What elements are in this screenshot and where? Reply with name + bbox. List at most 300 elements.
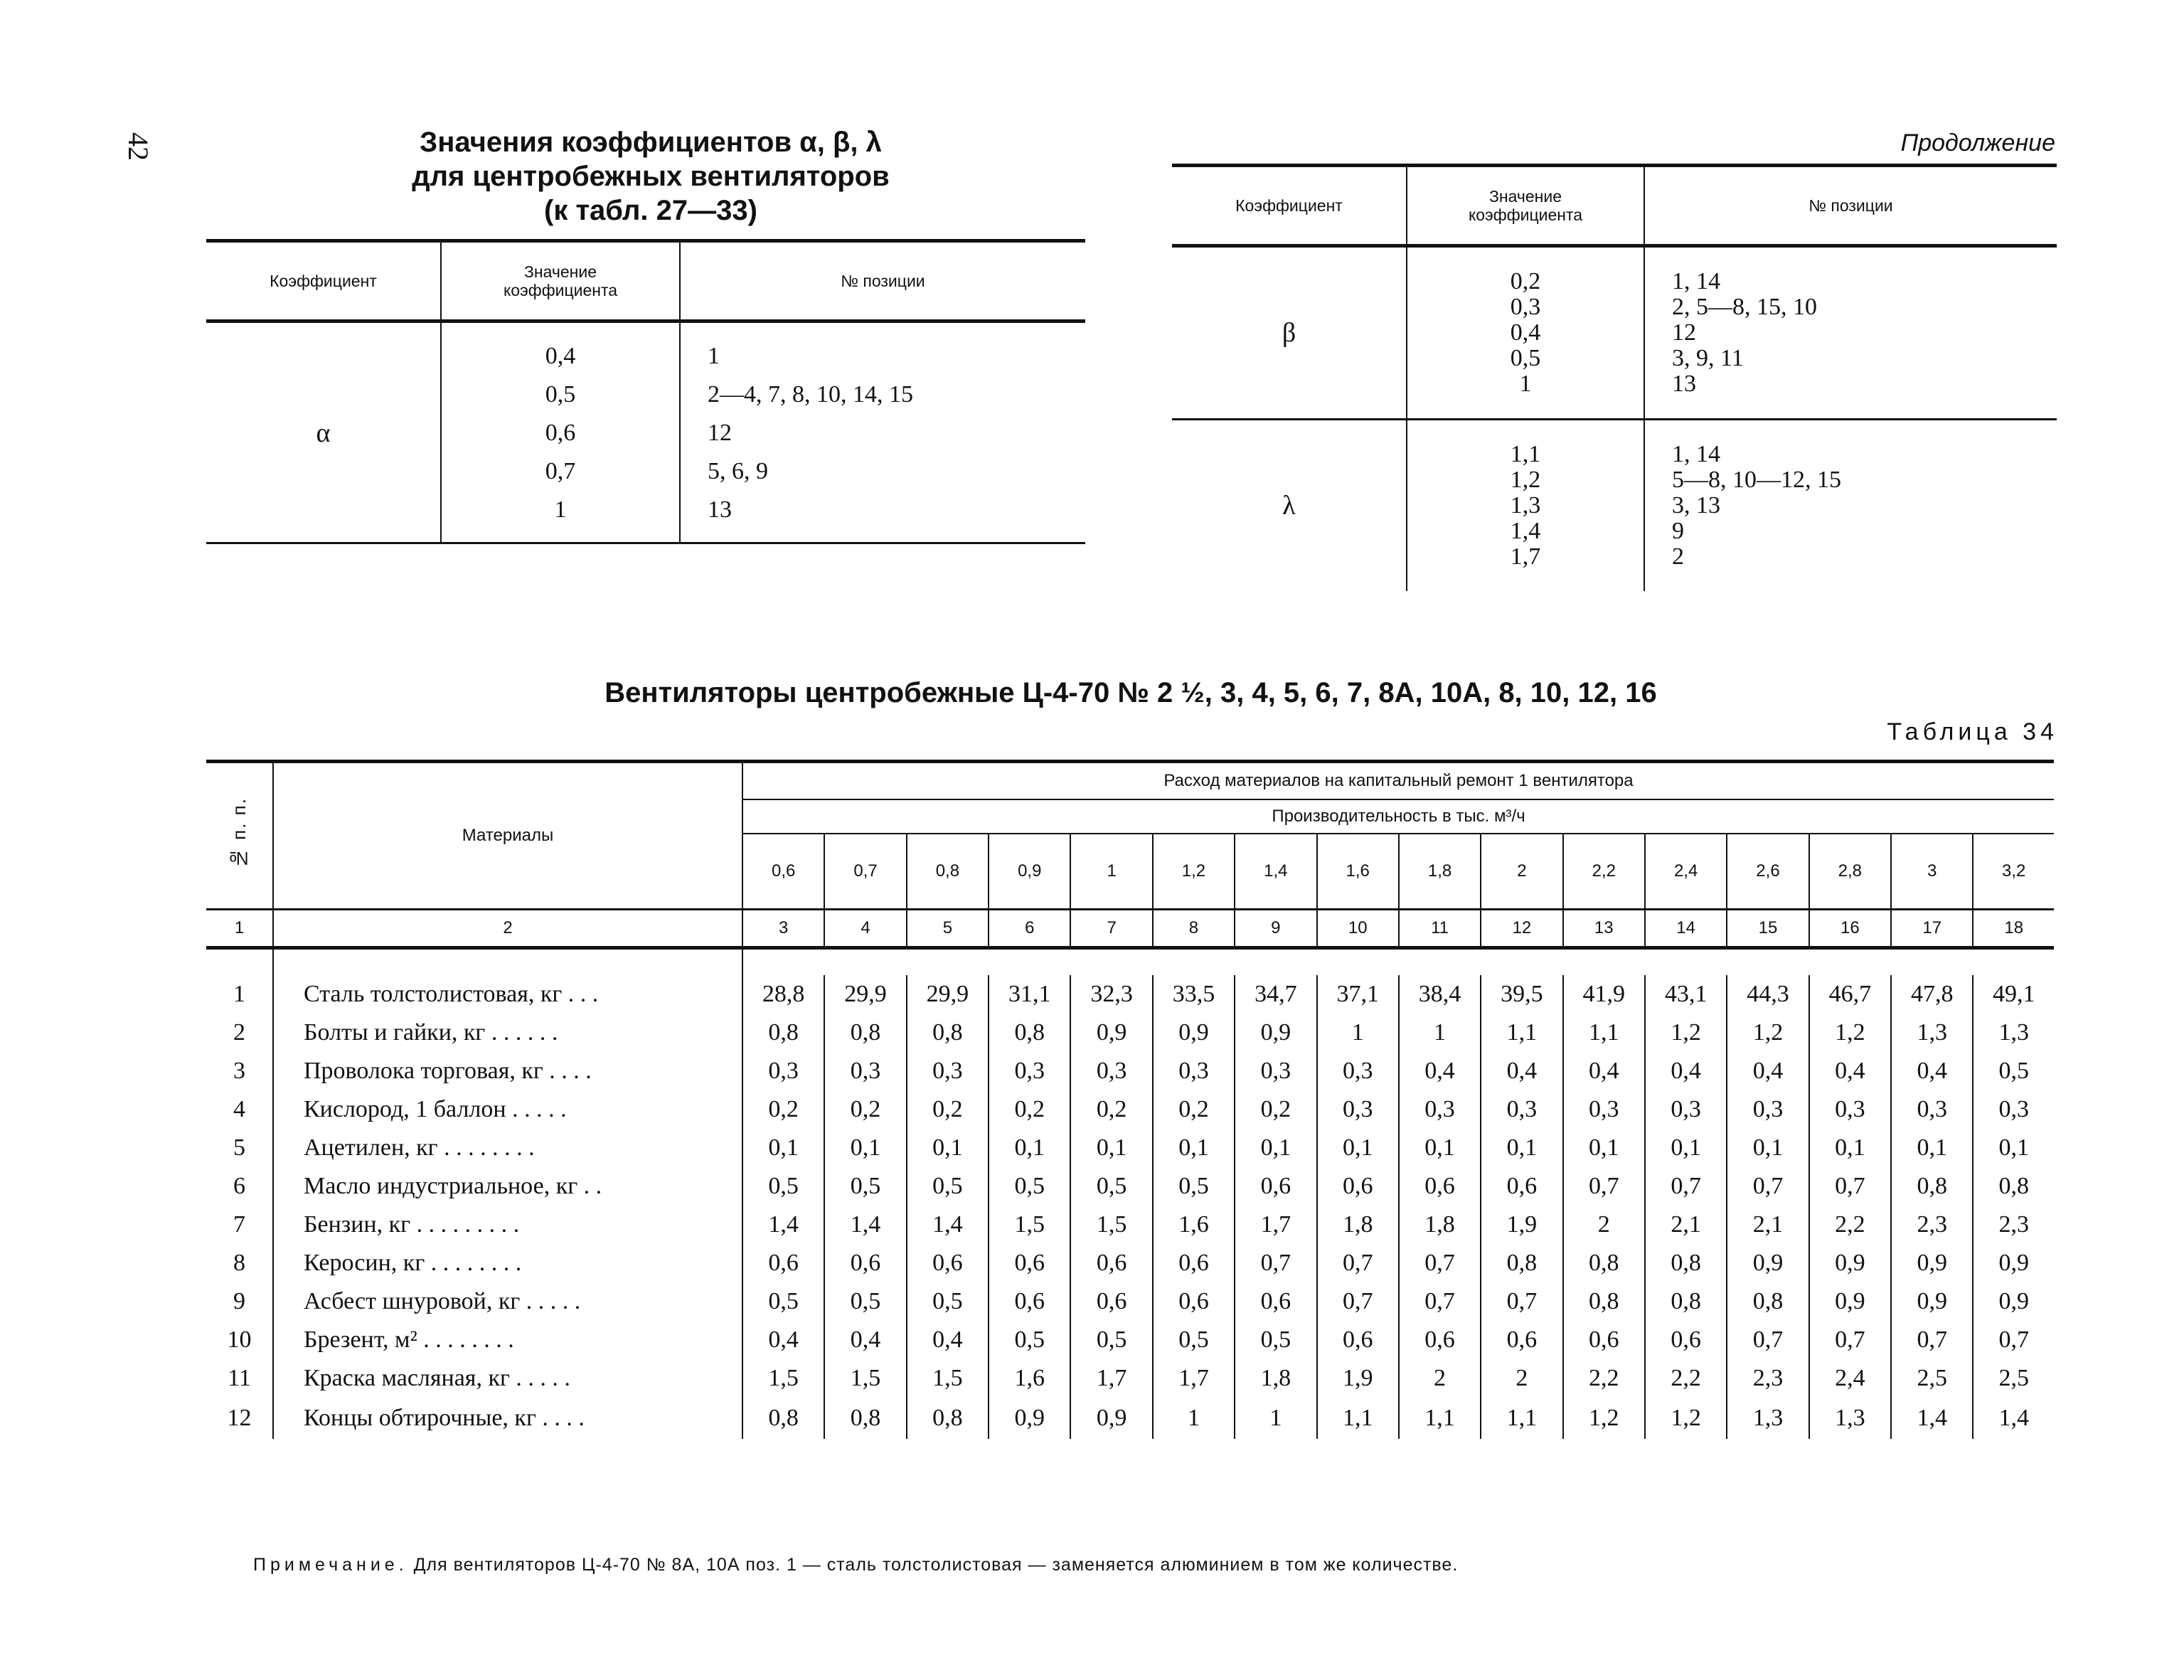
table-row	[206, 1359, 2054, 1398]
consumption-value: 1,5	[1070, 1206, 1152, 1244]
consumption-value: 0,9	[1973, 1282, 2054, 1321]
header-row-number	[206, 762, 273, 910]
header-consumption-group: Расход материалов на капитальный ремонт 1 вентилятора	[742, 762, 2054, 800]
consumption-value: 0,8	[1891, 1167, 1973, 1206]
consumption-value: 0,9	[1809, 1244, 1891, 1282]
consumption-value: 0,1	[1727, 1129, 1809, 1167]
header-capacity-cell: 2,2	[1563, 834, 1645, 910]
consumption-value: 0,6	[824, 1244, 906, 1282]
consumption-value: 0,6	[1399, 1321, 1481, 1359]
consumption-value: 28,8	[742, 975, 824, 1014]
header-capacity-cell: 1	[1070, 834, 1152, 910]
consumption-value: 0,8	[824, 1014, 906, 1052]
page-number: 42	[122, 132, 154, 161]
consumption-value: 0,6	[1070, 1244, 1152, 1282]
consumption-value: 0,5	[742, 1282, 824, 1321]
consumption-value: 49,1	[1973, 975, 2054, 1014]
consumption-value: 0,8	[824, 1398, 906, 1439]
consumption-value: 0,8	[1563, 1282, 1645, 1321]
consumption-value: 0,6	[1645, 1321, 1727, 1359]
consumption-value: 0,6	[1481, 1321, 1562, 1359]
consumption-value: 0,4	[907, 1321, 989, 1359]
coef-symbol: α	[316, 418, 331, 448]
coef-position: 3, 13	[1672, 492, 1720, 519]
column-number-cell: 8	[1153, 910, 1235, 948]
consumption-value: 0,2	[907, 1090, 989, 1129]
header-value	[1407, 166, 1644, 246]
coef-value: 1,4	[1510, 518, 1541, 544]
consumption-value: 0,3	[1317, 1052, 1399, 1090]
consumption-value: 0,4	[1563, 1052, 1645, 1090]
consumption-value: 0,4	[742, 1321, 824, 1359]
coef-position: 13	[1672, 371, 1696, 397]
consumption-value: 0,9	[989, 1398, 1070, 1439]
consumption-value: 1,3	[1727, 1398, 1809, 1439]
consumption-value: 1,9	[1317, 1359, 1399, 1398]
coef-position: 1, 14	[1672, 268, 1720, 294]
consumption-value: 0,2	[1153, 1090, 1235, 1129]
consumption-value: 1,4	[824, 1206, 906, 1244]
coef-value: 1,3	[1510, 492, 1541, 519]
consumption-value: 0,8	[907, 1014, 989, 1052]
consumption-value: 41,9	[1563, 975, 1645, 1014]
coef-table-alpha	[206, 239, 1085, 544]
consumption-value: 1	[1153, 1398, 1235, 1439]
consumption-value: 0,9	[1153, 1014, 1235, 1052]
header-capacity-cell: 2,6	[1727, 834, 1809, 910]
consumption-value: 0,7	[1727, 1167, 1809, 1206]
consumption-value: 1	[1399, 1014, 1481, 1052]
consumption-value: 0,6	[1153, 1282, 1235, 1321]
consumption-value: 31,1	[989, 975, 1070, 1014]
column-number-cell: 10	[1317, 910, 1399, 948]
header-capacity-cell: 0,8	[907, 834, 989, 910]
consumption-value: 1,7	[1070, 1359, 1152, 1398]
consumption-value: 0,1	[1153, 1129, 1235, 1167]
consumption-value: 1,1	[1317, 1398, 1399, 1439]
consumption-value: 1,5	[989, 1206, 1070, 1244]
consumption-value: 0,4	[1809, 1052, 1891, 1090]
row-number: 7	[233, 1211, 245, 1238]
consumption-value: 1,3	[1973, 1014, 2054, 1052]
consumption-value: 0,8	[1481, 1244, 1562, 1282]
consumption-value: 0,2	[742, 1090, 824, 1129]
coef-group-row	[1172, 246, 2057, 420]
row-number: 4	[233, 1096, 245, 1122]
gap-cell	[742, 948, 2054, 976]
consumption-value: 0,6	[989, 1244, 1070, 1282]
consumption-value: 0,5	[1153, 1321, 1235, 1359]
consumption-value: 0,7	[1645, 1167, 1727, 1206]
row-number: 1	[233, 981, 245, 1007]
consumption-value: 2,3	[1891, 1206, 1973, 1244]
coef-title-line3: (к табл. 27—33)	[544, 195, 757, 226]
consumption-value: 2,2	[1645, 1359, 1727, 1398]
consumption-value: 1,4	[1973, 1398, 2054, 1439]
coef-position: 2, 5—8, 15, 10	[1672, 294, 1817, 320]
consumption-value: 2,4	[1809, 1359, 1891, 1398]
coef-value: 0,4	[1510, 319, 1541, 346]
header-position: № позиции	[1644, 166, 2057, 246]
header-position: № позиции	[680, 241, 1085, 321]
consumption-value: 1,7	[1235, 1206, 1316, 1244]
row-number: 3	[233, 1058, 245, 1084]
consumption-value: 0,1	[1891, 1129, 1973, 1167]
consumption-value: 1,3	[1809, 1398, 1891, 1439]
coef-value: 1	[554, 496, 567, 523]
consumption-value: 2,1	[1645, 1206, 1727, 1244]
consumption-value: 0,6	[1153, 1244, 1235, 1282]
table-row	[206, 1321, 2054, 1359]
row-number: 2	[233, 1019, 245, 1046]
consumption-value: 1,4	[907, 1206, 989, 1244]
header-value	[441, 241, 680, 321]
column-number-cell: 17	[1891, 910, 1973, 948]
coef-header-row	[1172, 166, 2057, 246]
consumption-value: 0,5	[907, 1282, 989, 1321]
header-coefficient: Коэффициент	[1235, 196, 1343, 215]
header-capacity-cell: 0,7	[824, 834, 906, 910]
consumption-value: 2,2	[1563, 1359, 1645, 1398]
consumption-value: 0,2	[1235, 1090, 1316, 1129]
table-row	[206, 1014, 2054, 1052]
header-row-number-text: № п. п.	[228, 797, 250, 870]
consumption-value: 1,5	[824, 1359, 906, 1398]
consumption-value: 0,3	[824, 1052, 906, 1090]
consumption-value: 2,5	[1973, 1359, 2054, 1398]
consumption-value: 0,8	[742, 1398, 824, 1439]
consumption-value: 0,7	[1809, 1321, 1891, 1359]
consumption-value: 0,5	[1070, 1321, 1152, 1359]
column-number-cell: 11	[1399, 910, 1481, 948]
material-name: Сталь толстолистовая, кг . . .	[273, 975, 742, 1014]
coef-position: 2—4, 7, 8, 10, 14, 15	[708, 381, 913, 408]
column-number-cell: 14	[1645, 910, 1727, 948]
consumption-value: 0,1	[742, 1129, 824, 1167]
coef-values	[441, 321, 680, 543]
coef-value: 1,7	[1510, 543, 1541, 570]
consumption-value: 1,8	[1235, 1359, 1316, 1398]
consumption-value: 29,9	[907, 975, 989, 1014]
consumption-value: 0,6	[742, 1244, 824, 1282]
note-label: Примечание.	[253, 1555, 408, 1575]
consumption-value: 0,8	[1727, 1282, 1809, 1321]
consumption-value: 0,5	[824, 1282, 906, 1321]
consumption-value: 43,1	[1645, 975, 1727, 1014]
column-number-cell: 16	[1809, 910, 1891, 948]
consumption-value: 0,7	[1235, 1244, 1316, 1282]
material-name: Асбест шнуровой, кг . . . . .	[273, 1282, 742, 1321]
coef-positions	[1644, 420, 2057, 592]
consumption-value: 0,8	[742, 1014, 824, 1052]
coef-values	[1407, 246, 1644, 420]
consumption-value: 0,9	[1235, 1014, 1316, 1052]
header-materials: Материалы	[273, 762, 742, 910]
main-table-title: Вентиляторы центробежные Ц-4-70 № 2 ½, 3, 4, 5, 6, 7, 8А, 10А, 8, 10, 12, 16	[604, 677, 1657, 708]
material-name: Керосин, кг . . . . . . . .	[273, 1244, 742, 1282]
coef-table-beta-lambda	[1172, 164, 2057, 591]
consumption-value: 0,1	[1563, 1129, 1645, 1167]
consumption-value: 0,5	[742, 1167, 824, 1206]
consumption-value: 0,6	[1563, 1321, 1645, 1359]
coef-group-row	[206, 321, 1085, 543]
consumption-value: 0,1	[1973, 1129, 2054, 1167]
consumption-value: 0,9	[1891, 1244, 1973, 1282]
consumption-value: 1,2	[1645, 1398, 1727, 1439]
header-capacity-cell: 2,8	[1809, 834, 1891, 910]
consumption-value: 0,9	[1070, 1398, 1152, 1439]
table-row	[206, 1167, 2054, 1206]
coef-group-row	[1172, 420, 2057, 592]
consumption-value: 0,9	[1070, 1014, 1152, 1052]
coef-position: 1, 14	[1672, 441, 1720, 467]
consumption-value: 0,3	[1317, 1090, 1399, 1129]
table-row	[206, 975, 2054, 1014]
header-capacity-cell: 0,6	[742, 834, 824, 910]
consumption-value: 2,3	[1973, 1206, 2054, 1244]
coef-position: 5, 6, 9	[708, 458, 768, 484]
consumption-value: 46,7	[1809, 975, 1891, 1014]
row-number: 10	[227, 1327, 252, 1353]
consumption-value: 1,3	[1891, 1014, 1973, 1052]
column-number-cell: 1	[206, 910, 273, 948]
consumption-value: 47,8	[1891, 975, 1973, 1014]
consumption-value: 32,3	[1070, 975, 1152, 1014]
coef-value: 1,2	[1510, 467, 1541, 493]
consumption-value: 0,6	[907, 1244, 989, 1282]
consumption-value: 1,5	[907, 1359, 989, 1398]
table-row	[206, 1206, 2054, 1244]
column-number-cell: 9	[1235, 910, 1316, 948]
coef-positions	[1644, 246, 2057, 420]
header-gap-row	[206, 948, 2054, 976]
consumption-value: 0,3	[742, 1052, 824, 1090]
header-value-line2: коэффициента	[503, 281, 618, 299]
consumption-value: 1,1	[1481, 1014, 1562, 1052]
coef-table-title	[206, 125, 1095, 228]
consumption-value: 0,8	[907, 1398, 989, 1439]
coef-header-row	[206, 241, 1085, 321]
header-row-column-numbers	[206, 910, 2054, 948]
coef-value: 1,1	[1510, 441, 1541, 467]
consumption-value: 33,5	[1153, 975, 1235, 1014]
coef-value: 0,6	[545, 420, 576, 446]
material-name: Масло индустриальное, кг . .	[273, 1167, 742, 1206]
consumption-value: 2,1	[1727, 1206, 1809, 1244]
header-coefficient: Коэффициент	[270, 272, 377, 290]
consumption-value: 0,3	[1153, 1052, 1235, 1090]
material-name: Бензин, кг . . . . . . . . .	[273, 1206, 742, 1244]
consumption-value: 0,5	[907, 1167, 989, 1206]
header-capacity-group: Производительность в тыс. м³/ч	[742, 799, 2054, 834]
header-capacity-cell: 3,2	[1973, 834, 2054, 910]
consumption-value: 0,3	[1563, 1090, 1645, 1129]
consumption-value: 2,3	[1727, 1359, 1809, 1398]
consumption-value: 1,2	[1727, 1014, 1809, 1052]
coef-value: 0,4	[545, 343, 576, 369]
row-number: 12	[227, 1405, 252, 1431]
consumption-value: 0,3	[1973, 1090, 2054, 1129]
coef-position: 9	[1672, 518, 1684, 544]
note-text: Для вентиляторов Ц-4-70 № 8А, 10А поз. 1 — сталь толстолистовая — заменяется алюминием в том же количестве.	[413, 1555, 1459, 1575]
consumption-value: 0,8	[989, 1014, 1070, 1052]
consumption-value: 0,1	[1809, 1129, 1891, 1167]
consumption-value: 1,9	[1481, 1206, 1562, 1244]
table-row	[206, 1052, 2054, 1090]
consumption-value: 0,4	[1891, 1052, 1973, 1090]
header-value-line2: коэффициента	[1468, 206, 1583, 224]
consumption-value: 2	[1563, 1206, 1645, 1244]
header-value-line1: Значение	[524, 262, 597, 281]
consumption-value: 0,2	[824, 1090, 906, 1129]
column-number-cell: 5	[907, 910, 989, 948]
consumption-value: 0,3	[907, 1052, 989, 1090]
continuation-label: Продолжение	[1900, 129, 2055, 156]
consumption-value: 0,5	[1070, 1167, 1152, 1206]
consumption-value: 1	[1235, 1398, 1316, 1439]
coef-value: 0,5	[1510, 345, 1541, 371]
header-capacity-cell: 1,6	[1317, 834, 1399, 910]
table-note	[253, 1555, 1458, 1575]
consumption-value: 0,5	[989, 1321, 1070, 1359]
column-number-cell: 15	[1727, 910, 1809, 948]
consumption-value: 0,4	[1727, 1052, 1809, 1090]
consumption-value: 0,1	[1399, 1129, 1481, 1167]
consumption-value: 0,3	[1727, 1090, 1809, 1129]
consumption-value: 0,6	[1235, 1282, 1316, 1321]
header-value-line1: Значение	[1489, 187, 1562, 206]
consumption-value: 0,1	[824, 1129, 906, 1167]
consumption-value: 2	[1399, 1359, 1481, 1398]
consumption-value: 37,1	[1317, 975, 1399, 1014]
consumption-value: 1,1	[1563, 1014, 1645, 1052]
column-number-cell: 6	[989, 910, 1070, 948]
consumption-value: 2	[1481, 1359, 1562, 1398]
consumption-value: 0,1	[989, 1129, 1070, 1167]
consumption-value: 0,9	[1809, 1282, 1891, 1321]
consumption-value: 0,2	[1070, 1090, 1152, 1129]
consumption-value: 0,5	[824, 1167, 906, 1206]
consumption-value: 0,6	[1070, 1282, 1152, 1321]
coef-position: 12	[708, 420, 732, 446]
consumption-value: 0,4	[1399, 1052, 1481, 1090]
consumption-value: 1,6	[1153, 1206, 1235, 1244]
table-row	[206, 1129, 2054, 1167]
gap-cell	[206, 948, 273, 976]
consumption-value: 0,7	[1399, 1282, 1481, 1321]
consumption-value: 34,7	[1235, 975, 1316, 1014]
header-capacity-cell: 0,9	[989, 834, 1070, 910]
row-number: 6	[233, 1173, 245, 1199]
consumption-value: 0,1	[1070, 1129, 1152, 1167]
consumption-value: 0,1	[907, 1129, 989, 1167]
consumption-value: 1,2	[1809, 1014, 1891, 1052]
row-number: 11	[228, 1365, 251, 1391]
table-row	[206, 1398, 2054, 1439]
consumption-value: 0,5	[1235, 1321, 1316, 1359]
material-name: Кислород, 1 баллон . . . . .	[273, 1090, 742, 1129]
consumption-value: 0,3	[1070, 1052, 1152, 1090]
coef-value: 0,2	[1510, 268, 1541, 294]
coef-symbol: β	[1282, 318, 1296, 348]
consumption-value: 1,1	[1481, 1398, 1562, 1439]
column-number-cell: 3	[742, 910, 824, 948]
consumption-value: 0,7	[1317, 1244, 1399, 1282]
consumption-value: 0,7	[1727, 1321, 1809, 1359]
consumption-value: 0,2	[989, 1090, 1070, 1129]
consumption-value: 0,3	[989, 1052, 1070, 1090]
coef-positions	[680, 321, 1085, 543]
consumption-value: 0,6	[1235, 1167, 1316, 1206]
header-capacity-cell: 1,4	[1235, 834, 1316, 910]
consumption-value: 0,1	[1645, 1129, 1727, 1167]
gap-cell	[273, 948, 742, 976]
consumption-value: 0,7	[1399, 1244, 1481, 1282]
consumption-value: 0,7	[1809, 1167, 1891, 1206]
consumption-value: 1,8	[1317, 1206, 1399, 1244]
consumption-value: 0,9	[1727, 1244, 1809, 1282]
consumption-value: 1,5	[742, 1359, 824, 1398]
column-number-cell: 12	[1481, 910, 1562, 948]
consumption-value: 1,2	[1563, 1398, 1645, 1439]
row-number: 8	[233, 1250, 245, 1276]
consumption-value: 0,7	[1317, 1282, 1399, 1321]
consumption-value: 0,3	[1645, 1090, 1727, 1129]
table-row	[206, 1244, 2054, 1282]
consumption-value: 0,6	[1317, 1167, 1399, 1206]
consumption-value: 1,6	[989, 1359, 1070, 1398]
consumption-value: 0,7	[1563, 1167, 1645, 1206]
header-capacity-cell: 2,4	[1645, 834, 1727, 910]
coef-position: 3, 9, 11	[1672, 345, 1744, 371]
consumption-value: 0,3	[1809, 1090, 1891, 1129]
coef-symbol: λ	[1282, 491, 1296, 521]
consumption-value: 0,8	[1645, 1282, 1727, 1321]
consumption-value: 44,3	[1727, 975, 1809, 1014]
table-row	[206, 1282, 2054, 1321]
consumption-value: 0,3	[1481, 1090, 1562, 1129]
consumption-value: 0,6	[1399, 1167, 1481, 1206]
coef-position: 12	[1672, 319, 1696, 346]
coef-position: 1	[708, 343, 720, 369]
consumption-value: 0,7	[1973, 1321, 2054, 1359]
consumption-value: 0,6	[1481, 1167, 1562, 1206]
coef-value: 0,5	[545, 381, 576, 408]
consumption-value: 0,3	[1891, 1090, 1973, 1129]
consumption-value: 0,9	[1891, 1282, 1973, 1321]
coef-title-line1: Значения коэффициентов α, β, λ	[420, 127, 882, 158]
column-number-cell: 13	[1563, 910, 1645, 948]
material-name: Концы обтирочные, кг . . . .	[273, 1398, 742, 1439]
consumption-value: 0,4	[1645, 1052, 1727, 1090]
consumption-value: 1	[1317, 1014, 1399, 1052]
consumption-value: 2,2	[1809, 1206, 1891, 1244]
header-row-group	[206, 762, 2054, 800]
consumption-value: 0,6	[989, 1282, 1070, 1321]
consumption-value: 0,1	[1235, 1129, 1316, 1167]
column-number-cell: 18	[1973, 910, 2054, 948]
header-capacity-cell: 2	[1481, 834, 1562, 910]
consumption-value: 0,4	[1481, 1052, 1562, 1090]
consumption-value: 0,1	[1317, 1129, 1399, 1167]
consumption-value: 1,2	[1645, 1014, 1727, 1052]
coef-values	[1407, 420, 1644, 592]
coef-position: 2	[1672, 543, 1684, 570]
consumption-value: 0,3	[1235, 1052, 1316, 1090]
coef-position: 5—8, 10—12, 15	[1672, 467, 1841, 493]
coef-value: 1	[1519, 371, 1532, 397]
consumption-value: 0,3	[1399, 1090, 1481, 1129]
